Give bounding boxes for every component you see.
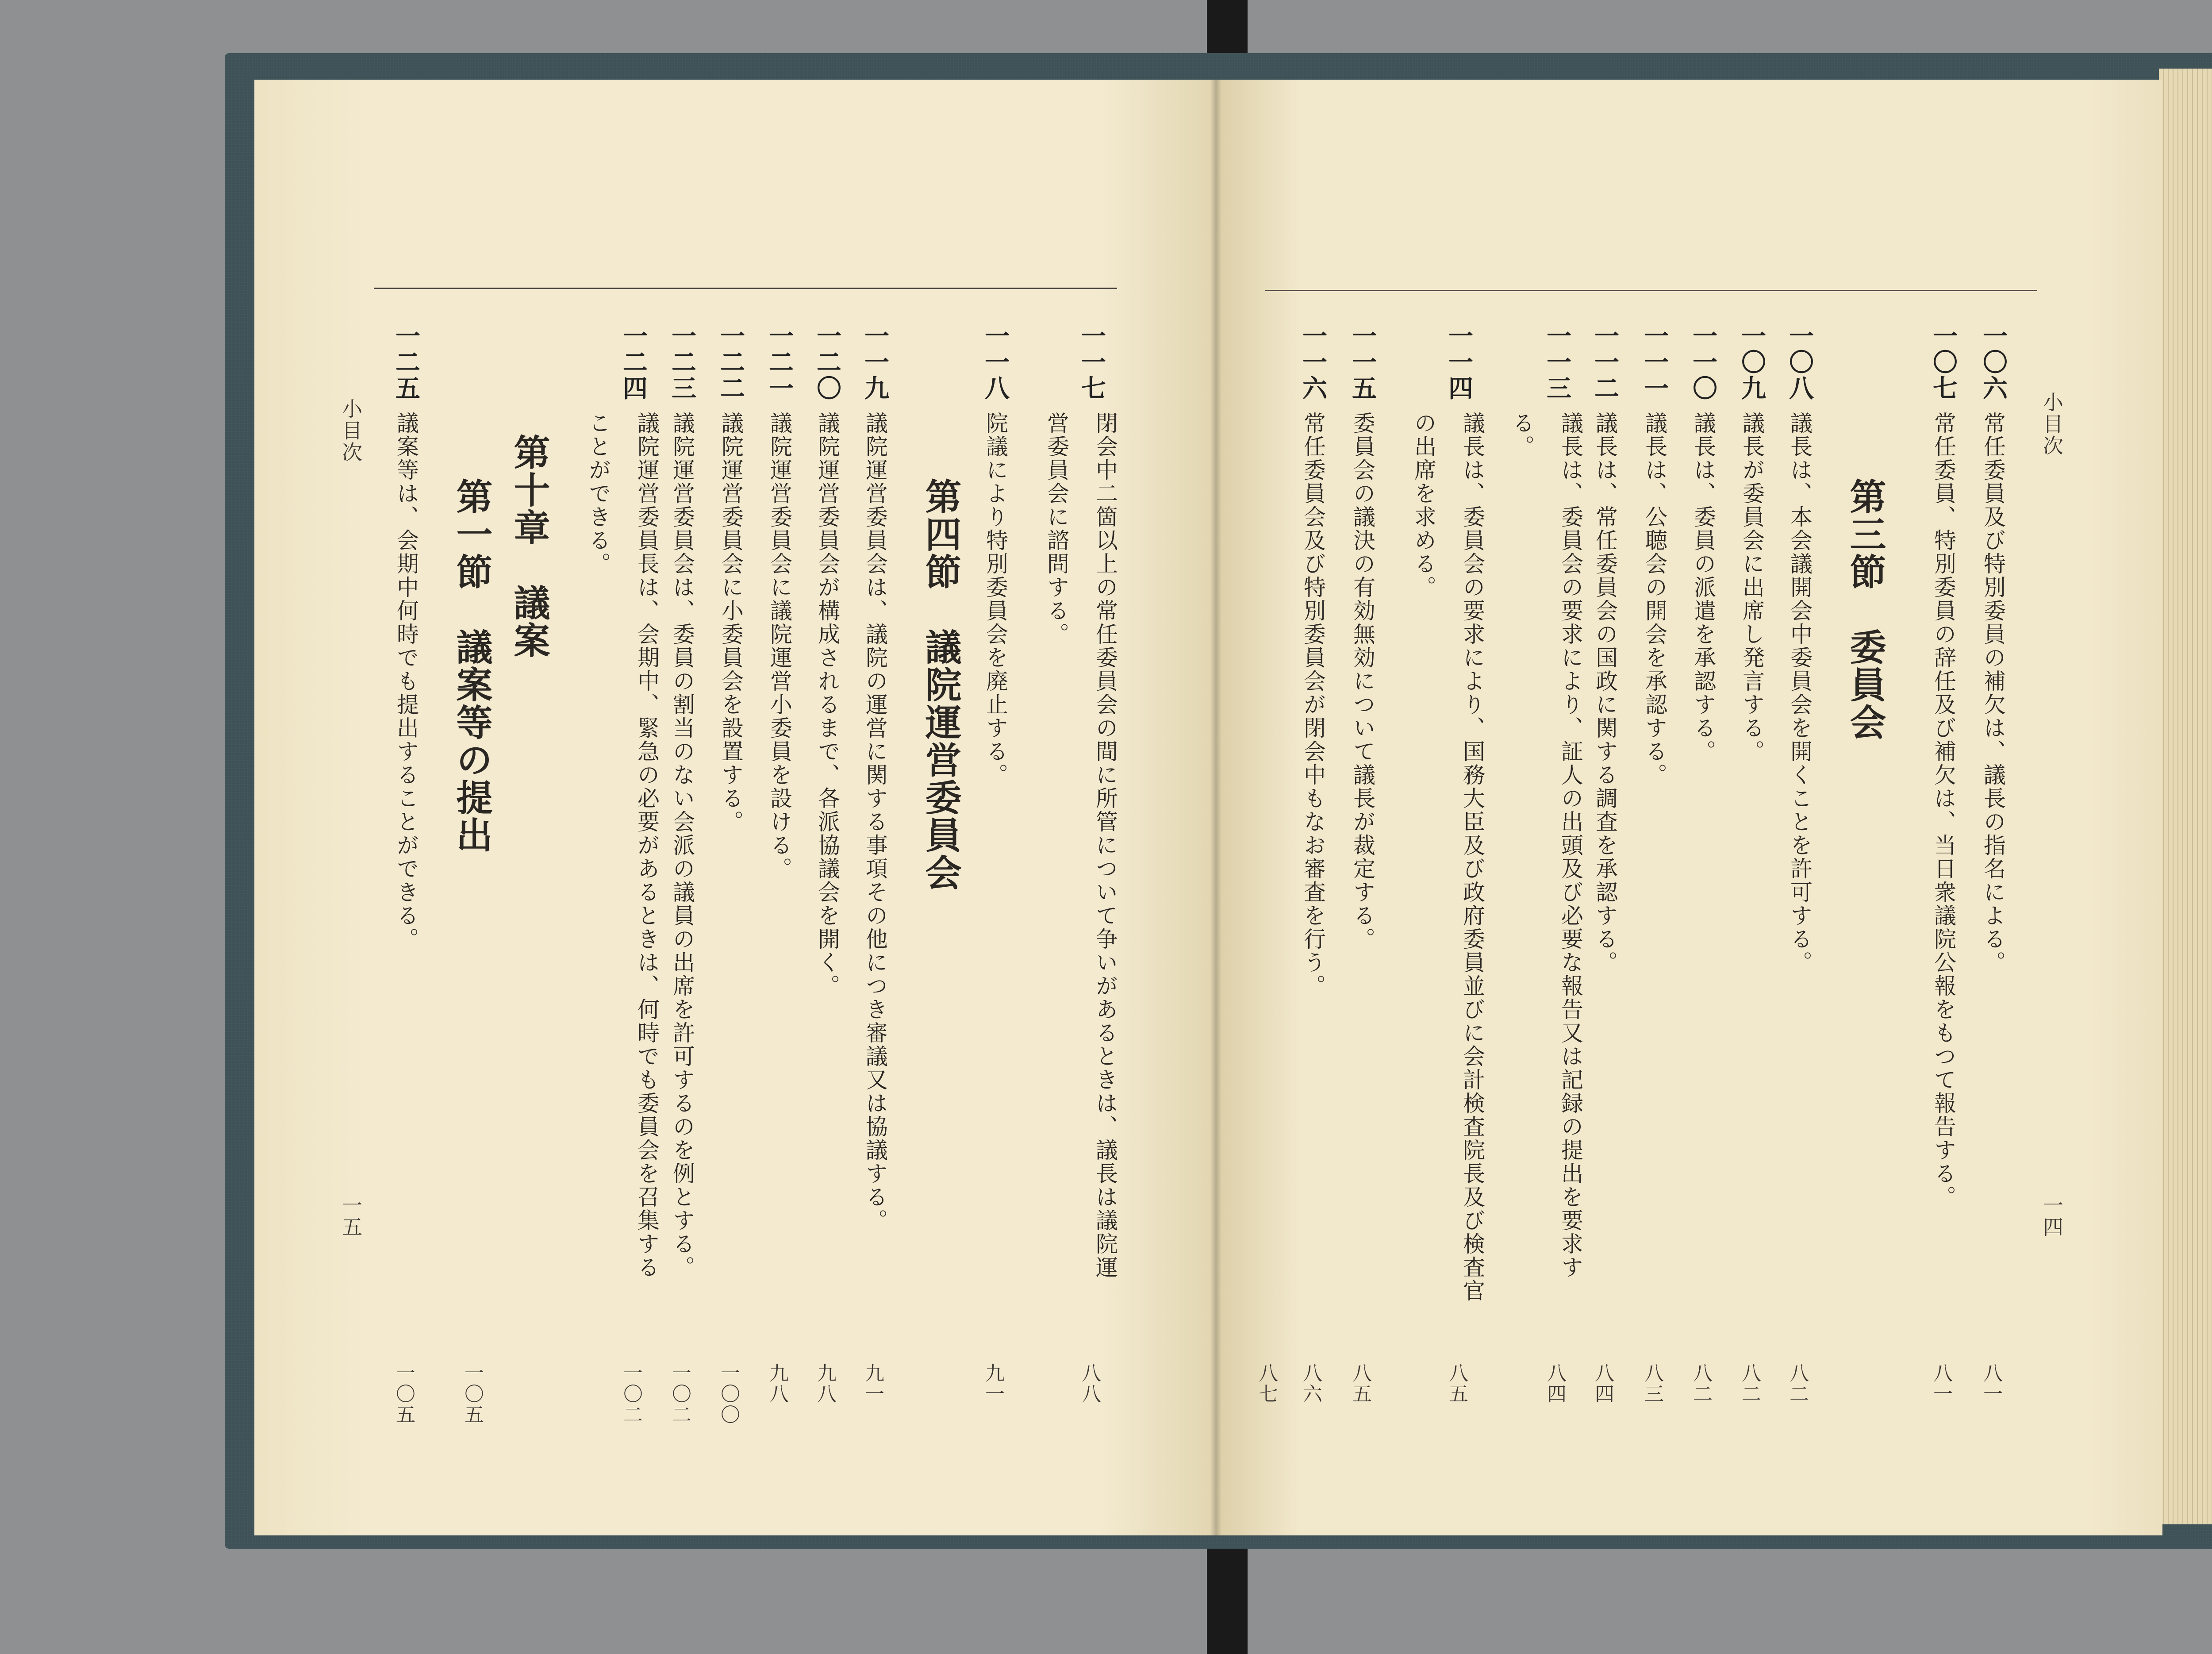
entry-number: 一一一 [1640,323,1669,401]
entry-text: 閉会中二箇以上の常任委員会の間に所管について争いがあるときは、議長は議院運営委員会に諮問する。 [1044,412,1118,1279]
entry-text: 常任委員、特別委員の辞任及び補欠は、当日衆議院公報をもつて報告する。 [1931,412,1956,1209]
entry-number: 一一五 [1348,323,1377,401]
entry-page-ref: 八一 [1930,1363,1952,1404]
entry-page-ref: 九一 [861,1363,884,1404]
entry-number: 一一三 [1543,323,1572,401]
entry-page-ref: 八五 [1445,1363,1468,1404]
entry-text: 議案等は、会期中何時でも提出することができる。 [393,412,419,951]
entry-page-ref: 一〇〇 [717,1363,740,1425]
entry-text: 常任委員会及び特別委員会が閉会中もなお審査を行う。 [1300,412,1326,998]
entry-number: 一二一 [765,323,794,401]
entry-page-ref: 八二 [1690,1363,1712,1404]
entry-number: 一一〇 [1689,323,1718,401]
entry-text: 議長は、常任委員会の国政に関する調査を承認する。 [1592,412,1618,974]
entry-number: 一一九 [860,323,890,401]
entry-page-ref: 八八 [1078,1363,1101,1404]
left-top-rule [374,288,1117,289]
entry-text: 委員会の議決の有効無効について議長が裁定する。 [1350,412,1375,951]
entry-page-ref: 九八 [766,1363,788,1404]
entry-text: 議長が委員会に出席し発言する。 [1739,412,1765,763]
page-edges [2159,69,2212,1524]
entry-text: 議長は、委員会の要求により、証人の出頭及び必要な報告又は記録の提出を要求する。 [1509,412,1583,1279]
entry-page-ref: 八三 [1641,1363,1663,1404]
entry-number: 一〇八 [1785,323,1814,401]
entry-text: 議院運営委員会に小委員会を設置する。 [718,412,744,834]
entry-number: 一一七 [1077,323,1106,401]
entry-number: 一二四 [619,323,648,401]
entry-text: 議長は、本会議開会中委員会を開くことを許可する。 [1787,412,1813,974]
entry-text: 院議により特別委員会を廃止する。 [983,412,1008,787]
entry-page-ref: 八六 [1299,1363,1322,1404]
entry-text: 議長は、委員の派遣を承認する。 [1690,412,1716,763]
entry-page-ref: 八一 [1980,1363,2002,1404]
entry-text: 議長は、公聴会の開会を承認する。 [1642,412,1667,787]
entry-page-ref: 八二 [1738,1363,1761,1404]
entry-page-ref: 九一 [982,1363,1004,1404]
entry-text: 議院運営委員会は、議院の運営に関する事項その他につき審議又は協議する。 [862,412,888,1232]
scanner-strip-bottom [1207,1535,1248,1654]
left-page-header: 小目次 [339,398,363,463]
section-heading: 第一節 議案等の提出 [450,478,493,854]
entry-text: 議院運営委員会が構成されるまで、各派協議会を開く。 [814,412,840,998]
entry-number: 一〇六 [1979,323,2008,401]
entry-text: 常任委員及び特別委員の補欠は、議長の指名による。 [1980,412,2006,974]
entry-page-ref: 九八 [814,1363,836,1404]
entry-page-ref: 一〇二 [668,1363,691,1425]
entry-number: 一一六 [1298,323,1328,401]
right-page-header: 小目次 [2040,392,2064,457]
entry-number: 一〇七 [1929,323,1958,401]
entry-text: 議長は、委員会の要求により、国務大臣及び政府委員並びに会計検査院長及び検査官の出席を求める。 [1411,412,1485,1303]
right-top-rule [1265,290,2037,291]
entry-number: 一一四 [1444,323,1474,401]
right-page-number: 一四 [2040,1195,2064,1238]
book-gutter [1210,80,1221,1535]
entry-number: 一〇九 [1737,323,1767,401]
entry-page-ref: 八二 [1786,1363,1809,1404]
entry-page-ref: 八五 [1349,1363,1371,1404]
entry-number: 一二五 [392,323,421,401]
entry-page-ref: 八四 [1544,1363,1566,1404]
left-page-number: 一五 [339,1195,363,1238]
entry-text: 議院運営委員長は、会期中、緊急の必要があるときは、何時でも委員会を召集することができる。 [585,412,660,1279]
entry-page-ref: 一〇五 [392,1363,415,1425]
entry-number: 一二三 [668,323,697,401]
entry-number: 一一八 [981,323,1010,401]
chapter-heading: 第十章 議案 [508,434,550,659]
entry-page-ref: 一〇二 [620,1363,642,1425]
entry-number: 一二〇 [813,323,842,401]
entry-page-ref: 八七 [1255,1363,1278,1404]
entry-number: 一二二 [716,323,745,401]
section-heading: 第四節 議院運営委員会 [919,478,962,892]
entry-page-ref: 一〇五 [461,1363,484,1425]
entry-text: 議院運営委員会は、委員の割当のない会派の議員の出席を許可するのを例とする。 [669,412,695,1279]
section-heading: 第三節 委員会 [1844,478,1886,741]
entry-number: 一一二 [1590,323,1620,401]
entry-text: 議院運営委員会に議院運営小委員を設ける。 [767,412,792,881]
entry-page-ref: 八四 [1591,1363,1614,1404]
